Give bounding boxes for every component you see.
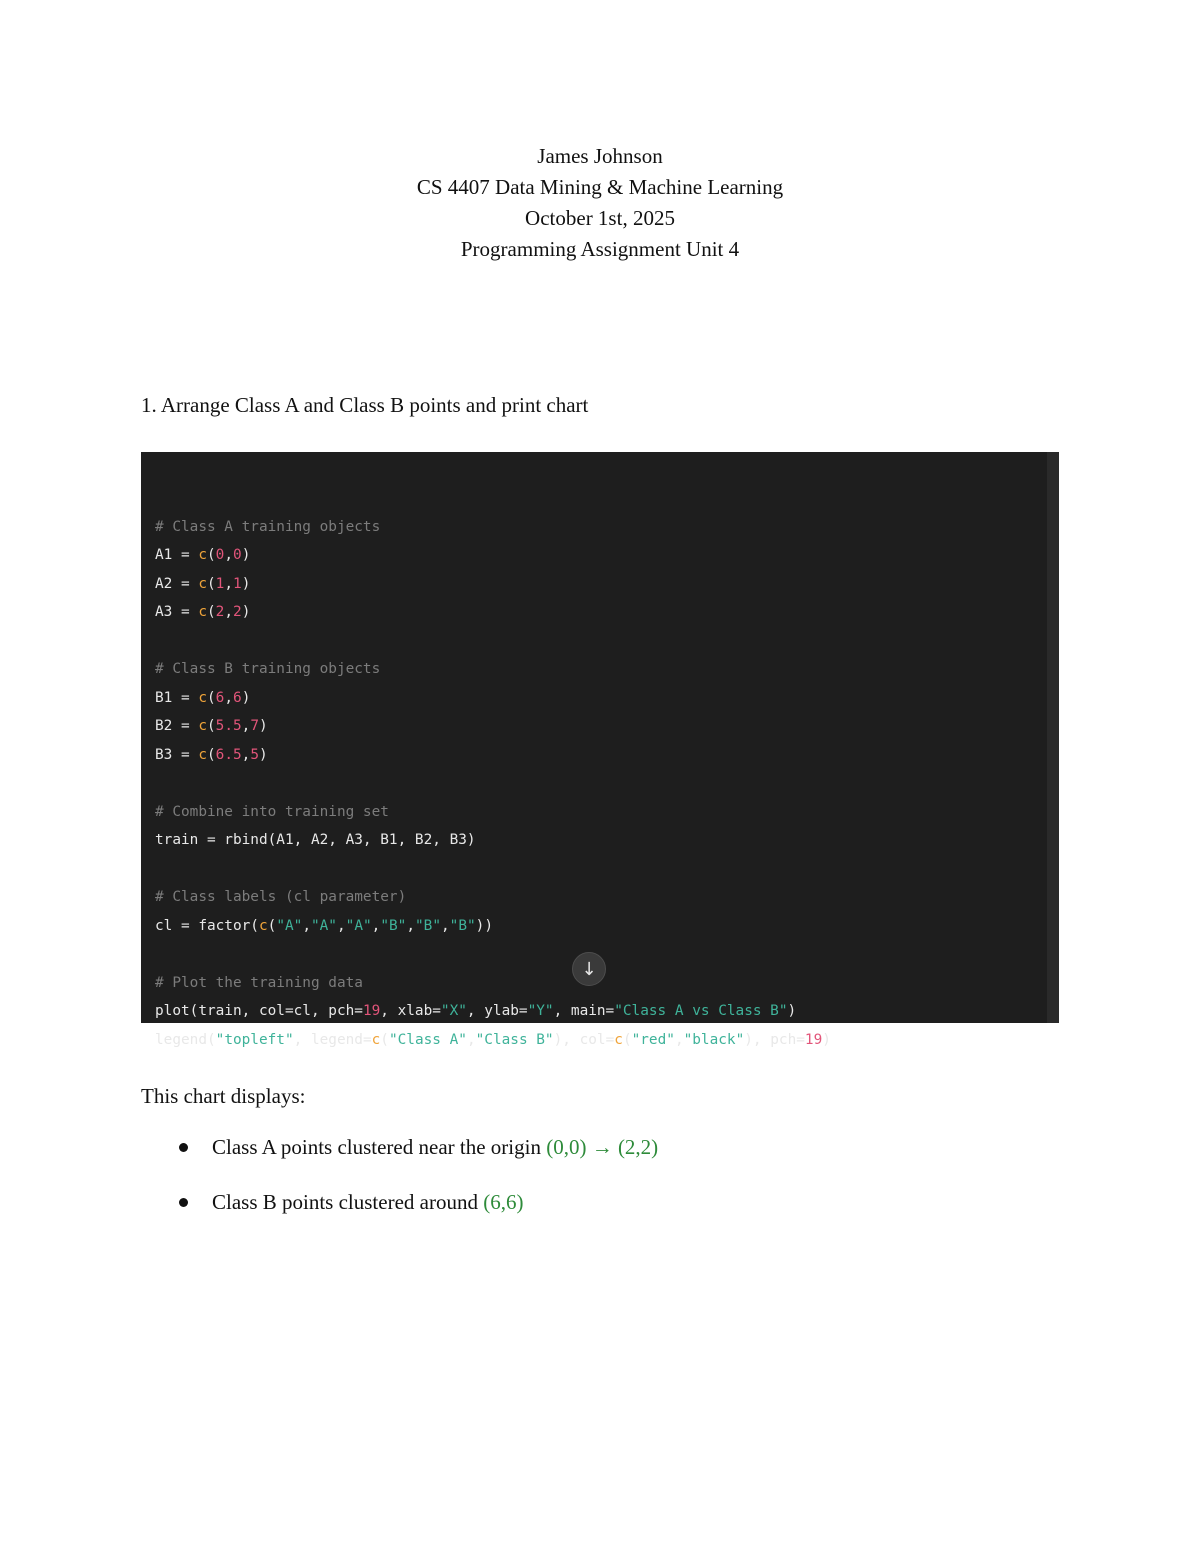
code-token-str: "topleft" bbox=[215, 1031, 294, 1048]
code-token-plain: ( bbox=[207, 718, 216, 734]
code-token-plain: ( bbox=[207, 604, 216, 620]
code-scrollbar[interactable] bbox=[1047, 452, 1059, 1023]
code-line bbox=[155, 655, 1059, 684]
summary-intro: This chart displays: bbox=[141, 1084, 306, 1108]
code-token-plain: ( bbox=[207, 575, 216, 592]
code-token-comment: # Class A training objects bbox=[155, 518, 381, 535]
code-token-str: "A" bbox=[276, 917, 303, 934]
author-name: James Johnson bbox=[537, 144, 663, 168]
code-token-str: "Class A" bbox=[388, 1031, 467, 1048]
code-line bbox=[155, 997, 1059, 1026]
code-token-plain: ( bbox=[207, 746, 216, 763]
code-token-plain: , bbox=[224, 604, 234, 620]
code-token-func: c bbox=[198, 575, 207, 592]
code-token-plain: , bbox=[224, 547, 234, 563]
code-token-num: 2 bbox=[215, 604, 225, 620]
code-line bbox=[155, 598, 1059, 627]
code-token-func: c bbox=[198, 718, 207, 734]
code-token-plain: ) bbox=[787, 1003, 797, 1019]
code-token-plain: , main= bbox=[553, 1003, 615, 1019]
code-line bbox=[155, 940, 1059, 969]
code-token-plain: , bbox=[441, 917, 450, 934]
code-token-str: "Class B" bbox=[475, 1031, 554, 1048]
document-date: October 1st, 2025 bbox=[525, 206, 675, 230]
code-token-str: "A" bbox=[310, 917, 337, 934]
code-token-plain: ( bbox=[380, 1031, 389, 1048]
code-line bbox=[155, 541, 1059, 570]
code-token-plain: ), col= bbox=[553, 1031, 615, 1048]
code-token-plain: cl = factor( bbox=[155, 917, 259, 934]
assignment-title: Programming Assignment Unit 4 bbox=[460, 237, 740, 261]
code-line bbox=[155, 570, 1059, 599]
code-line bbox=[155, 627, 1059, 656]
code-token-num: 19 bbox=[804, 1031, 823, 1048]
code-token-comment: # Plot the training data bbox=[155, 974, 363, 991]
code-line bbox=[155, 912, 1059, 941]
list-item-highlight: (0,0) → (2,2) bbox=[546, 1135, 659, 1159]
code-token-plain: plot(train, col=cl, pch= bbox=[155, 1003, 363, 1019]
code-token-num: 6 bbox=[233, 689, 242, 706]
code-line bbox=[155, 826, 1059, 855]
list-item bbox=[141, 1187, 658, 1217]
code-token-str: "A" bbox=[345, 917, 372, 934]
code-token-plain: , bbox=[241, 746, 251, 763]
code-token-str: "Y" bbox=[527, 1003, 554, 1019]
code-token-plain: , bbox=[371, 917, 381, 934]
code-token-str: "X" bbox=[440, 1003, 467, 1019]
code-token-plain: , bbox=[241, 718, 251, 734]
code-token-num: 5.5 bbox=[215, 718, 242, 734]
code-token-plain: , bbox=[224, 689, 234, 706]
code-token-plain: A2 = bbox=[155, 575, 199, 592]
code-token-str: "B" bbox=[415, 917, 441, 934]
code-line bbox=[155, 1026, 1059, 1055]
code-line bbox=[155, 798, 1059, 827]
scroll-down-button[interactable] bbox=[572, 952, 606, 986]
code-token-plain: , bbox=[224, 575, 234, 592]
code-token-plain: , legend= bbox=[293, 1031, 372, 1048]
list-item-text: Class A points clustered near the origin bbox=[212, 1135, 547, 1159]
code-token-func: c bbox=[198, 604, 207, 620]
code-line bbox=[155, 484, 1059, 513]
code-token-func: c bbox=[198, 746, 207, 763]
code-token-comment: # Combine into training set bbox=[155, 803, 389, 820]
code-token-num: 5 bbox=[250, 746, 260, 763]
code-token-num: 6 bbox=[215, 689, 225, 706]
code-token-plain: ) bbox=[259, 746, 268, 763]
code-token-plain: B3 = bbox=[155, 746, 199, 763]
code-token-plain: ) bbox=[241, 575, 251, 592]
list-item-highlight: (6,6) bbox=[483, 1190, 524, 1214]
section-heading: 1. Arrange Class A and Class B points and print chart bbox=[141, 393, 589, 417]
code-line bbox=[155, 741, 1059, 770]
code-line bbox=[155, 712, 1059, 741]
code-token-plain: , bbox=[336, 917, 346, 934]
code-token-num: 19 bbox=[362, 1003, 381, 1019]
code-token-plain: B1 = bbox=[155, 689, 199, 706]
code-line bbox=[155, 969, 1059, 998]
code-token-plain: ) bbox=[259, 718, 268, 734]
code-line bbox=[155, 855, 1059, 884]
code-line bbox=[155, 769, 1059, 798]
code-token-plain: , bbox=[406, 917, 415, 934]
code-token-plain: train = rbind(A1, A2, A3, B1, B2, B3) bbox=[155, 832, 476, 848]
code-token-plain: , bbox=[466, 1031, 476, 1048]
bullet-icon bbox=[179, 1143, 188, 1152]
code-token-num: 1 bbox=[233, 575, 242, 592]
code-token-str: "black" bbox=[683, 1031, 745, 1048]
code-token-plain: ( bbox=[207, 689, 216, 706]
list-item-text: Class B points clustered around bbox=[212, 1190, 484, 1214]
code-line bbox=[155, 883, 1059, 912]
code-line bbox=[155, 513, 1059, 542]
code-token-plain: legend( bbox=[155, 1031, 216, 1048]
code-token-num: 1 bbox=[215, 575, 225, 592]
code-token-comment: # Class B training objects bbox=[155, 661, 381, 677]
code-token-plain: , bbox=[302, 917, 311, 934]
code-token-func: c bbox=[258, 917, 268, 934]
code-token-num: 0 bbox=[215, 547, 225, 563]
code-token-plain: ) bbox=[241, 547, 251, 563]
list-item bbox=[141, 1132, 658, 1162]
code-token-num: 6.5 bbox=[215, 746, 242, 763]
code-lines bbox=[155, 484, 1059, 1054]
code-token-num: 0 bbox=[233, 547, 242, 563]
code-line bbox=[155, 684, 1059, 713]
course-title: CS 4407 Data Mining & Machine Learning bbox=[416, 175, 784, 199]
code-token-plain: ) bbox=[822, 1031, 831, 1048]
arrow-down-icon: ↓ bbox=[581, 958, 597, 980]
code-token-num: 7 bbox=[250, 718, 260, 734]
code-token-plain: )) bbox=[475, 917, 493, 934]
code-token-func: c bbox=[371, 1031, 381, 1048]
code-token-plain: B2 = bbox=[155, 718, 199, 734]
code-token-plain: ( bbox=[622, 1031, 632, 1048]
code-token-plain: , bbox=[674, 1031, 684, 1048]
code-token-plain: ), pch= bbox=[744, 1031, 805, 1048]
code-token-str: "Class A vs Class B" bbox=[614, 1003, 788, 1019]
code-token-plain: ( bbox=[207, 547, 216, 563]
code-token-comment: # Class labels (cl parameter) bbox=[155, 889, 407, 905]
code-token-str: "B" bbox=[449, 917, 476, 934]
code-token-plain: , xlab= bbox=[380, 1003, 441, 1019]
code-block bbox=[141, 452, 1059, 1048]
code-token-str: "B" bbox=[380, 917, 407, 934]
document-header bbox=[0, 141, 1200, 265]
bullet-icon bbox=[179, 1198, 188, 1207]
code-token-func: c bbox=[614, 1031, 623, 1048]
code-token-plain: A3 = bbox=[155, 604, 199, 620]
code-token-plain: ( bbox=[267, 917, 277, 934]
summary-list bbox=[141, 1132, 658, 1242]
code-token-func: c bbox=[198, 689, 207, 706]
code-token-plain: ) bbox=[241, 604, 251, 620]
code-token-func: c bbox=[198, 547, 207, 563]
code-token-plain: , ylab= bbox=[466, 1003, 528, 1019]
code-token-plain: A1 = bbox=[155, 547, 199, 563]
code-token-plain: ) bbox=[241, 689, 251, 706]
code-token-num: 2 bbox=[233, 604, 242, 620]
code-token-str: "red" bbox=[631, 1031, 675, 1048]
